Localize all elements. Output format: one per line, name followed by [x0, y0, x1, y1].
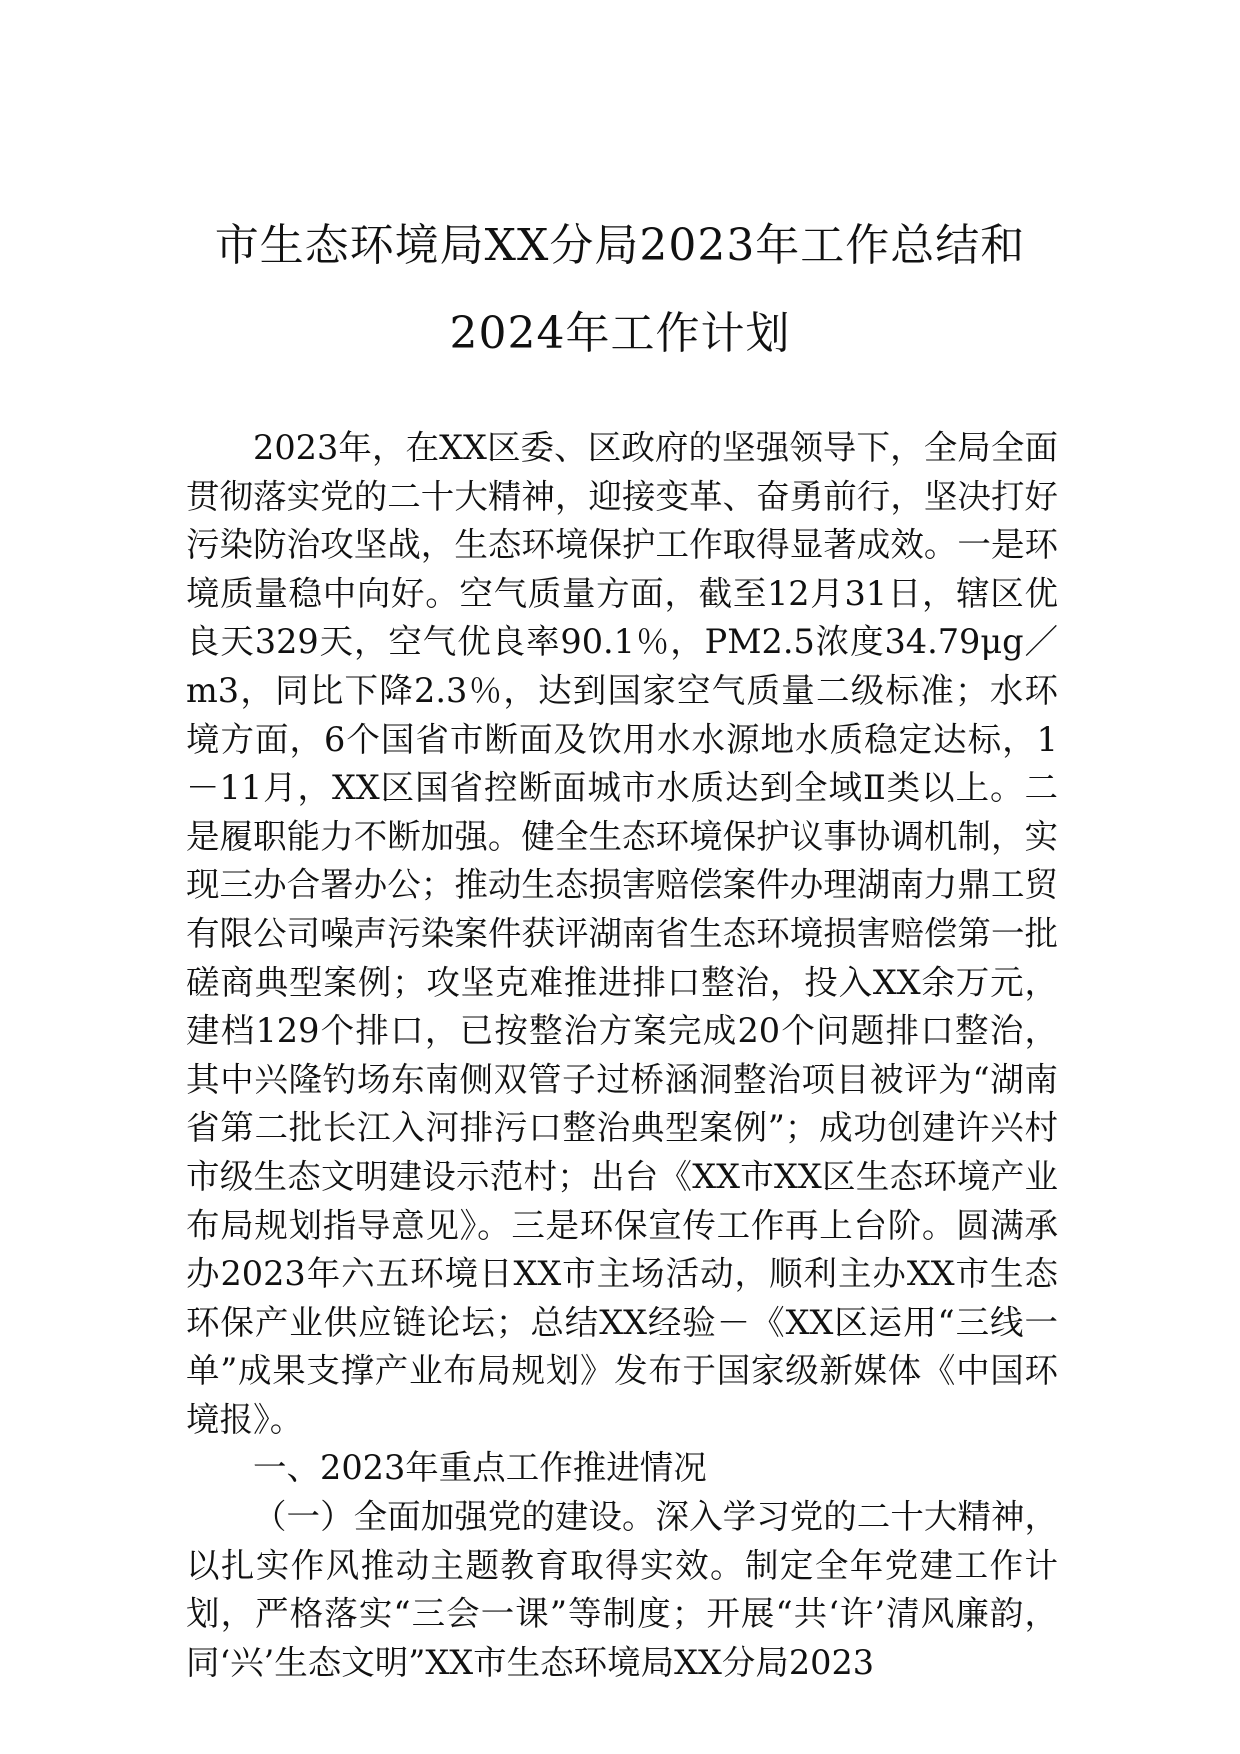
document-title-line-1: 市生态环境局XX分局2023年工作总结和 — [214, 220, 1026, 271]
paragraph-intro: 2023年，在XX区委、区政府的坚强领导下，全局全面贯彻落实党的二十大精神，迎接变革、奋勇前行，坚决打好污染防治攻坚战，生态环境保护工作取得显著成效。一是环境质量稳中向好。空气质量方面，截至12月31日，辖区优良天329天，空气优良率90.1％，PM2.5浓度34.79μg／m3，同比下降2.3％，达到国家空气质量二级标准；水环境方面，6个国省市断面及饮用水水源地水质稳定达标，1－11月，XX区国省控断面城市水质达到全域Ⅱ类以上。二是履职能力不断加强。健全生态环境保护议事协调机制，实现三办合署办公；推动生态损害赔偿案件办理湖南力鼎工贸有限公司噪声污染案件获评湖南省生态环境损害赔偿第一批磋商典型案例；攻坚克难推进排口整治，投入XX余万元，建档129个排口，已按整治方案完成20个问题排口整治，其中兴隆钓场东南侧双管子过桥涵洞整治项目被评为“湖南省第二批长江入河排污口整治典型案例”；成功创建许兴村市级生态文明建设示范村；出台《XX市XX区生态环境产业布局规划指导意见》。三是环保宣传工作再上台阶。圆满承办2023年六五环境日XX市主场活动，顺利主办XX市生态环保产业供应链论坛；总结XX经验－《XX区运用“三线一单”成果支撑产业布局规划》发布于国家级新媒体《中国环境报》。 — [186, 428, 1058, 1439]
document-title-line-2: 2024年工作计划 — [449, 308, 791, 359]
paragraph-party-building: （一）全面加强党的建设。深入学习党的二十大精神，以扎实作风推动主题教育取得实效。制定全年党建工作计划，严格落实“三会一课”等制度；开展“共‘许’清风廉韵，同‘兴’生态文明”XX市生态环境局XX分局2023 — [186, 1497, 1058, 1682]
section-heading-1: 一、2023年重点工作推进情况 — [253, 1448, 707, 1488]
document-body — [186, 424, 1058, 1687]
